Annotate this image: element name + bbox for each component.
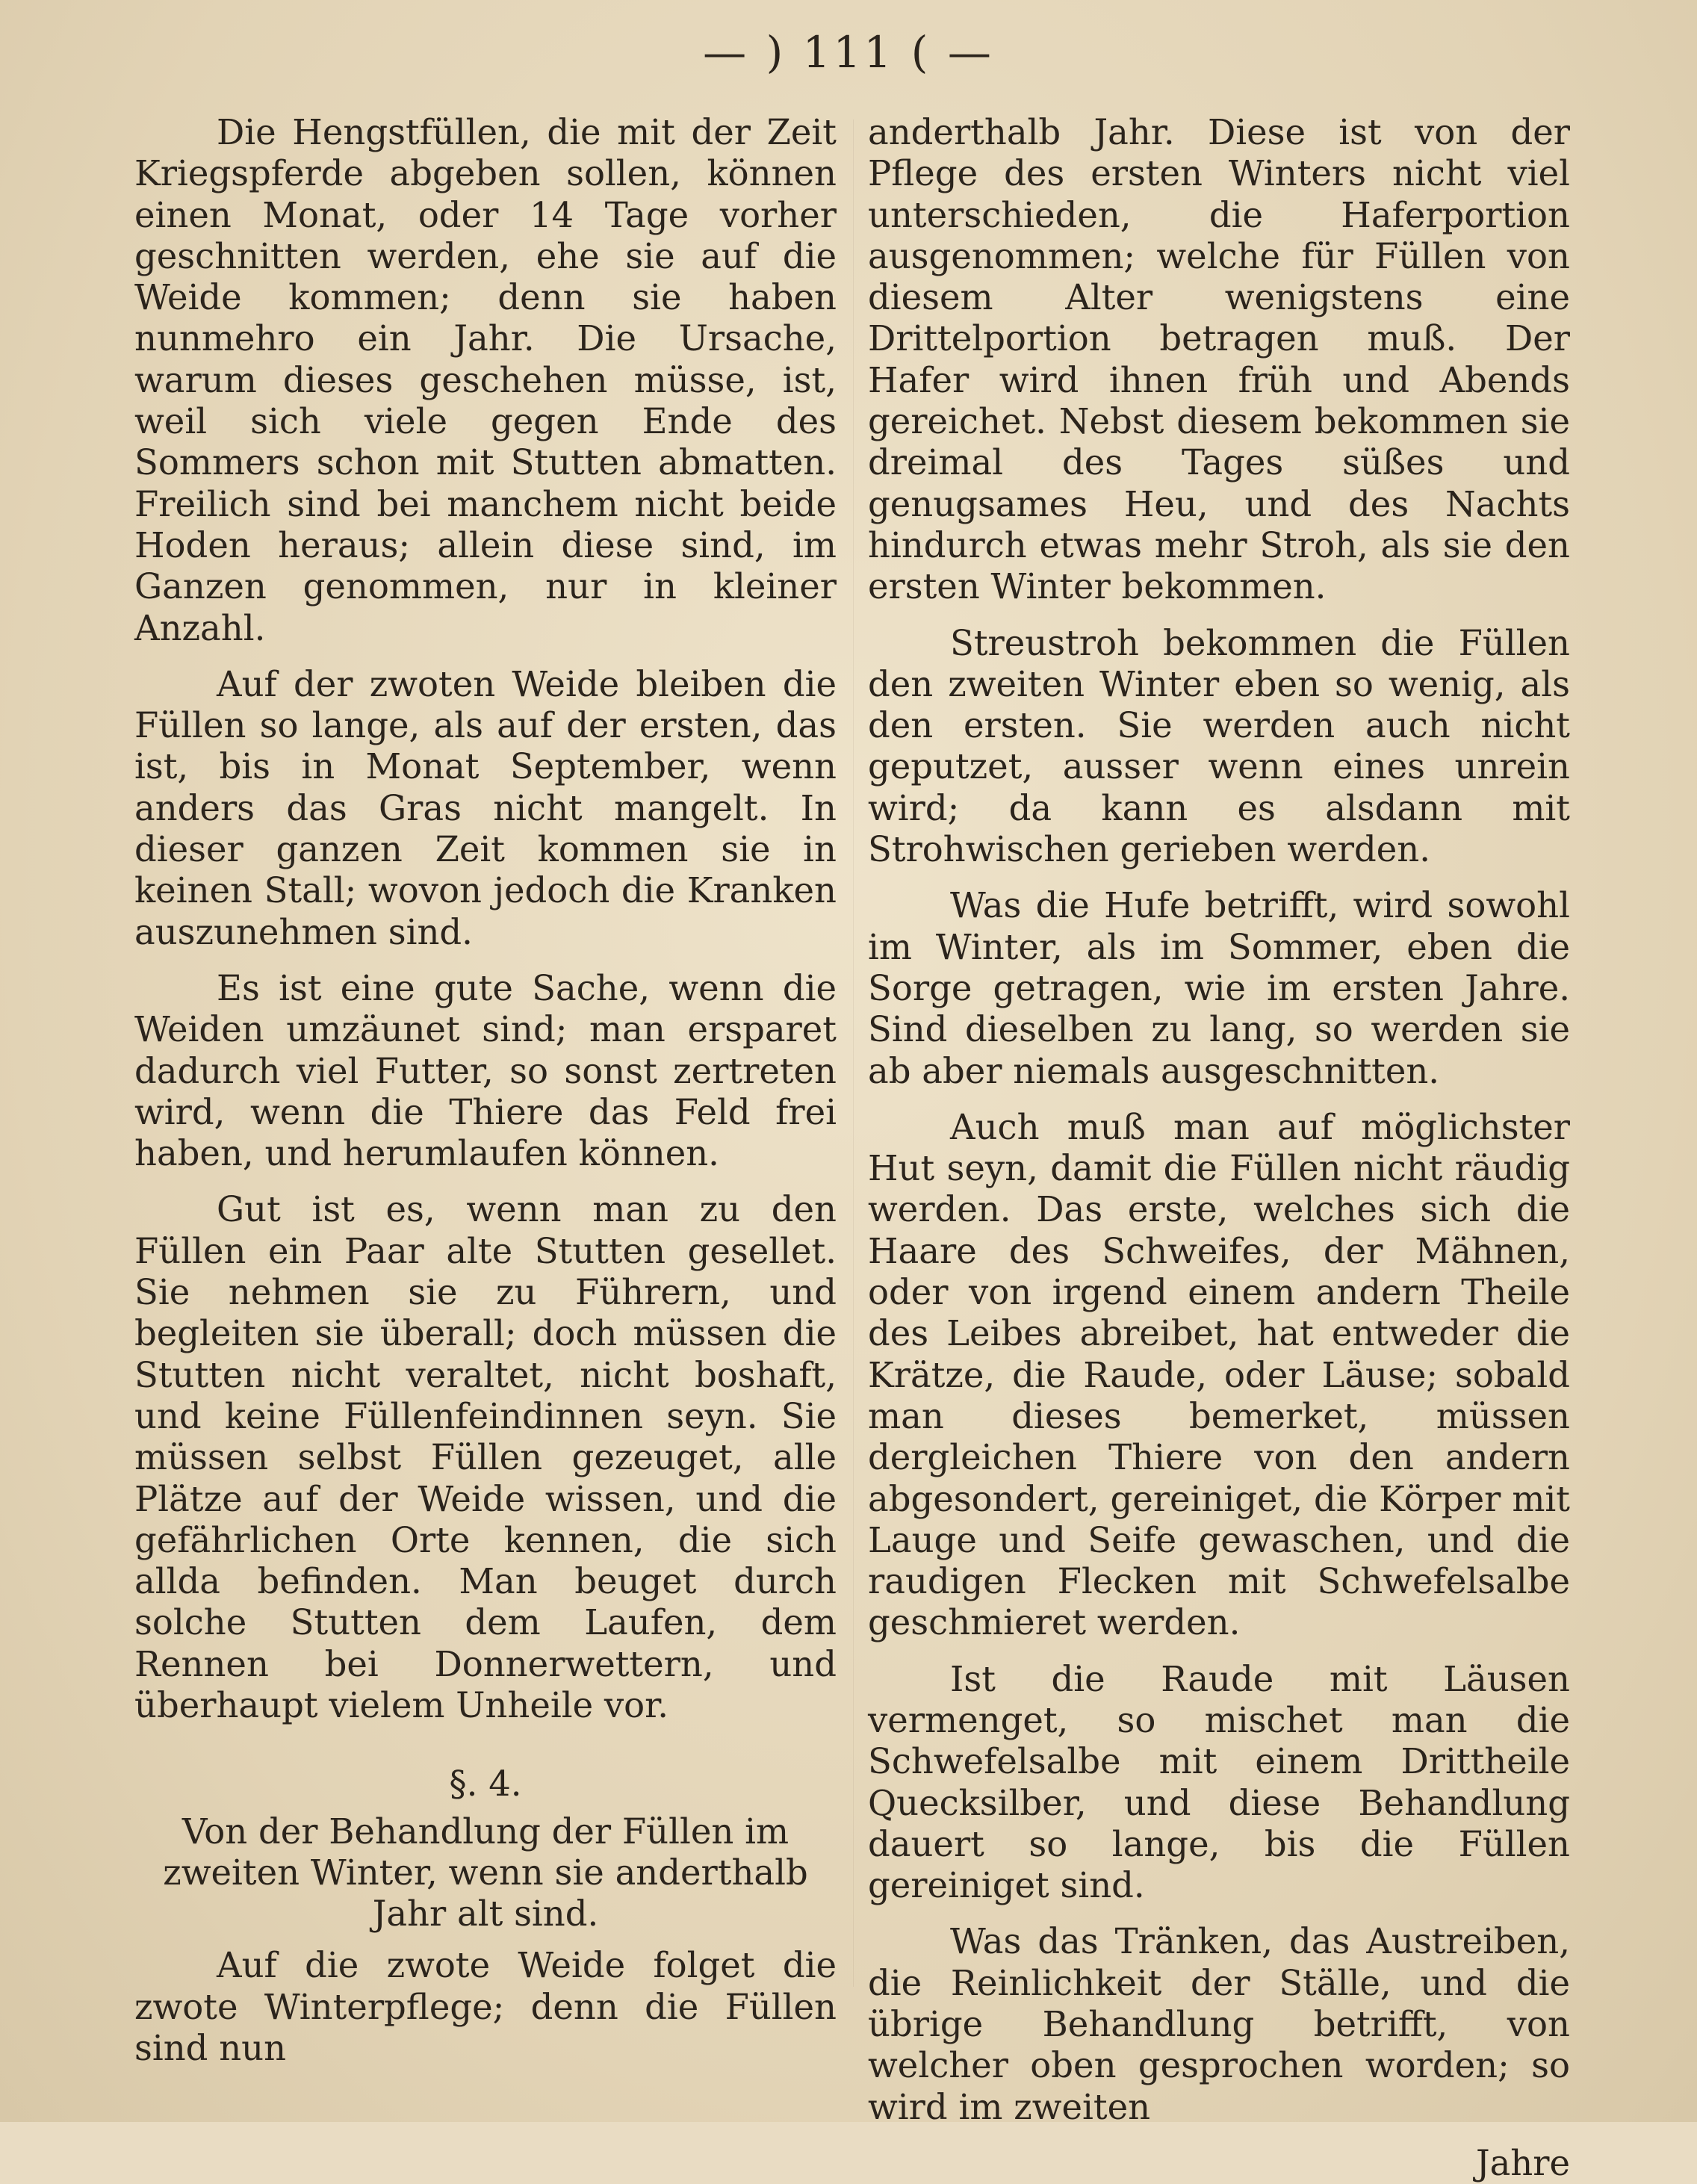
left-column — [134, 112, 837, 2084]
paragraph: Ist die Raude mit Läusen vermenget, so mischet man die Schwefelsalbe mit einem Drittheile Quecksilber, und diese Behandlung dauert so lange, bis die Füllen gereiniget sind. — [868, 1658, 1570, 1906]
paragraph: Gut ist es, wenn man zu den Füllen ein Paar alte Stutten gesellet. Sie nehmen sie zu Führern, und begleiten sie überall; doch müssen die Stutten nicht veraltet, nicht boshaft, und keine Füllenfeindinnen seyn. Sie müssen selbst Füllen gezeuget, alle Plätze auf der Weide wissen, und die gefährlichen Orte kennen, die sich allda befinden. Man beuget durch solche Stutten dem Laufen, dem Rennen bei Donnerwettern, und überhaupt vielem Unheile vor. — [134, 1189, 837, 1725]
paragraph: Was das Tränken, das Austreiben, die Reinlichkeit der Ställe, und die übrige Behandlung betrifft, von welcher oben gesprochen worden; so wird im zweiten — [868, 1921, 1570, 2127]
page-number-header: — ) 111 ( — — [703, 27, 994, 78]
paragraph: Auch muß man auf möglichster Hut seyn, damit die Füllen nicht räudig werden. Das erste, welches sich die Haare des Schweifes, der Mähnen, oder von irgend einem andern Theile des Leibes abreibet, hat entweder die Krätze, die Raude, oder Läuse; sobald man dieses bemerket, müssen dergleichen Thiere von den andern abgesondert, gereiniget, die Körper mit Lauge und Seife gewaschen, und die raudigen Flecken mit Schwefelsalbe geschmieret werden. — [868, 1106, 1570, 1643]
section-heading: Von der Behandlung der Füllen im zweiten Winter, wenn sie anderthalb Jahr alt sind. — [163, 1811, 808, 1935]
paragraph: Was die Hufe betrifft, wird sowohl im Winter, als im Sommer, eben die Sorge getragen, wie im ersten Jahre. Sind dieselben zu lang, so werden sie ab aber niemals ausgeschnitten. — [868, 885, 1570, 1091]
paragraph: Auf die zwote Weide folget die zwote Winterpflege; denn die Füllen sind nun — [134, 1945, 837, 2069]
paragraph: Auf der zwoten Weide bleiben die Füllen so lange, als auf der ersten, das ist, bis in Monat September, wenn anders das Gras nicht mangelt. In dieser ganzen Zeit kommen sie in keinen Stall; wovon jedoch die Kranken auszunehmen sind. — [134, 663, 837, 952]
paragraph: Die Hengstfüllen, die mit der Zeit Kriegspferde abgeben sollen, können einen Monat, oder 14 Tage vorher geschnitten werden, ehe sie auf die Weide kommen; denn sie haben nunmehro ein Jahr. Die Ursache, warum dieses geschehen müsse, ist, weil sich viele gegen Ende des Sommers schon mit Stutten abmatten. Freilich sind bei manchem nicht beide Hoden heraus; allein diese sind, im Ganzen genommen, nur in kleiner Anzahl. — [134, 112, 837, 648]
section-number: §. 4. — [449, 1763, 522, 1805]
column-gutter — [853, 120, 854, 1987]
paragraph: Streustroh bekommen die Füllen den zweiten Winter eben so wenig, als den ersten. Sie werden auch nicht geputzet, ausser wenn eines unrein wird; da kann es alsdann mit Strohwischen gerieben werden. — [868, 622, 1570, 870]
catchword: Jahre — [1475, 2142, 1570, 2183]
right-column — [868, 112, 1570, 2184]
paragraph: Es ist eine gute Sache, wenn die Weiden umzäunet sind; man ersparet dadurch viel Futter, so sonst zertreten wird, wenn die Thiere das Feld frei haben, und herumlaufen können. — [134, 967, 837, 1174]
paragraph-continuation: anderthalb Jahr. Diese ist von der Pflege des ersten Winters nicht viel unterschieden, die Haferportion ausgenommen; welche für Füllen von diesem Alter wenigstens eine Drittelportion betragen muß. Der Hafer wird ihnen früh und Abends gereichet. Nebst diesem bekommen sie dreimal des Tages süßes und genugsames Heu, und des Nachts hindurch etwas mehr Stroh, als sie den ersten Winter bekommen. — [868, 112, 1570, 607]
